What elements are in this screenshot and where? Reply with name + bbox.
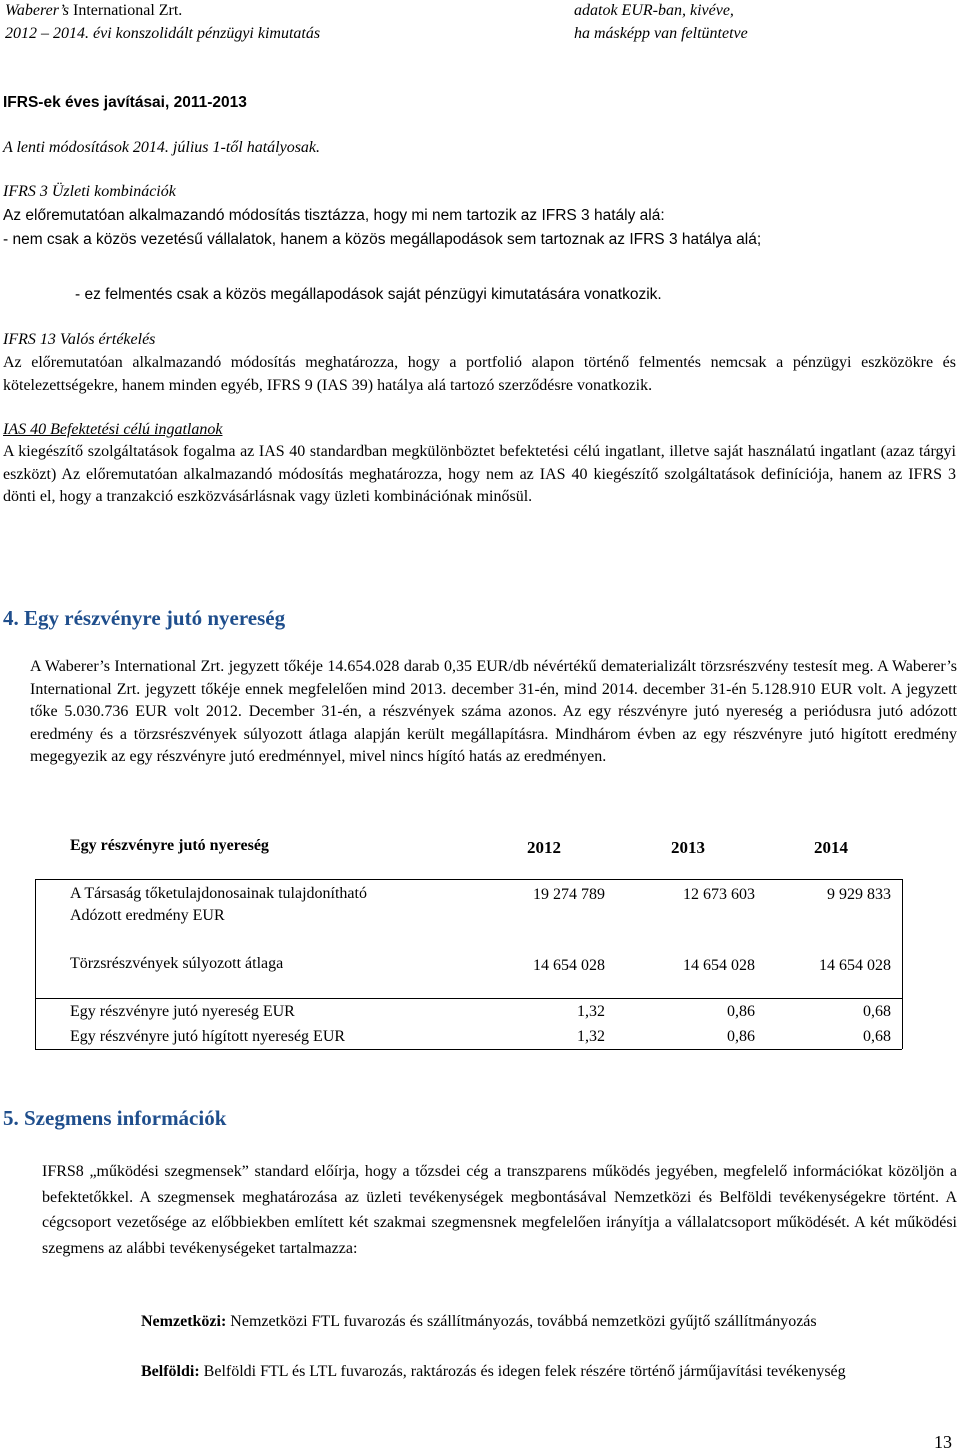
eps-table-year-2012: 2012	[527, 838, 561, 857]
ifrs13-text: Az előremutatóan alkalmazandó módosítás meghatározza, hogy a portfolió alapon történő felmentés nemcsak a pénzügyi eszközökre és kötelezettségekre, hanem minden egyéb, IFRS 9 (IAS 39) hatálya alá tartozó szerződésre vonatkozik.	[3, 354, 956, 394]
header-company-rest: International Zrt.	[73, 2, 183, 19]
ias40-text: A kiegészítő szolgáltatások fogalma az IAS 40 standardban megkülönböztet befektetési célú ingatlant, illetve saját használatú ingatlant (azaz tárgyi eszközt) Az előremutatóan alkalmazandó módosítás meghatározza, hogy nem az IAS 40 kiegészítő szolgáltatások definíciója, hanem az IFRS 3 dönti el, hogy a tranzakció eszközvásárlásnak vagy üzleti kombinációnak minősül.	[3, 443, 956, 506]
segment-section-title: 5. Szegmens információk	[3, 1106, 227, 1130]
table-row-3-2014: 0,68	[863, 1003, 891, 1020]
table-border-row2	[35, 998, 902, 999]
table-border-bottom	[35, 1049, 902, 1050]
segment-item-nemzetkozi	[141, 1310, 956, 1334]
table-row-4-label: Egy részvényre jutó hígított nyereség EUR	[70, 1028, 346, 1045]
segment-item-belfoldi-label: Belföldi:	[141, 1363, 200, 1380]
eps-table-year-2014: 2014	[814, 838, 848, 857]
ifrs3-text: Az előremutatóan alkalmazandó módosítás tisztázza, hogy mi nem tartozik az IFRS 3 hatály alá:	[3, 207, 665, 224]
improvements-intro: A lenti módosítások 2014. július 1-től hatályosak.	[3, 139, 321, 156]
table-row-1-2013: 12 673 603	[683, 886, 755, 903]
table-row-3-2012: 1,32	[577, 1003, 605, 1020]
ifrs3-bullet-1: - nem csak a közös vezetésű vállalatok, hanem a közös megállapodások sem tartoznak az IFRS 3 hatálya alá;	[3, 231, 762, 248]
table-row-1-label-line2: Adózott eredmény EUR	[70, 907, 225, 924]
segment-item-belfoldi	[141, 1360, 931, 1384]
table-row-2-label: Törzsrészvények súlyozott átlaga	[70, 955, 284, 972]
segment-item-nemzetkozi-label: Nemzetközi:	[141, 1313, 227, 1330]
eps-section-title: 4. Egy részvényre jutó nyereség	[3, 606, 286, 630]
header-company-name: Waberer’s	[5, 2, 70, 19]
table-row-2-2013: 14 654 028	[683, 957, 755, 974]
ifrs3-bullet-2: - ez felmentés csak a közös megállapodások saját pénzügyi kimutatására vonatkozik.	[75, 286, 662, 303]
header-company	[5, 0, 182, 22]
table-border-right	[902, 879, 903, 1049]
header-right-line1: adatok EUR-ban, kivéve,	[574, 2, 734, 19]
table-row-4-2012: 1,32	[577, 1028, 605, 1045]
table-row-1-label	[70, 883, 367, 927]
header-right-line2: ha másképp van feltüntetve	[574, 25, 748, 42]
ias40-heading: IAS 40 Befektetési célú ingatlanok	[3, 421, 223, 438]
table-row-2-2014: 14 654 028	[819, 957, 891, 974]
table-row-1-2012: 19 274 789	[533, 886, 605, 903]
table-row-3-2013: 0,86	[727, 1003, 755, 1020]
eps-table-year-2013: 2013	[671, 838, 705, 857]
eps-paragraph: A Waberer’s International Zrt. jegyzett tőkéje 14.654.028 darab 0,35 EUR/db névértékű dematerializált törzsrészvény testesít meg. A Waberer’s International Zrt. jegyzett tőkéje ennek megfelelően mind 2013. december 31-én, mind 2014. december 31-én 5.128.910 EUR volt. A jegyzett tőke 5.030.736 EUR volt 2012. December 31-én, a részvények száma azonos. Az egy részvényre jutó nyereség a periódusra jutó adózott eredmény és a törzsrészvények súlyozott átlaga alapján került megállapításra. Mindhárom évben az egy részvényre jutó higított eredmény megegyezik az egy részvényre jutó eredménnyel, mivel nincs hígító hatás az eredményen.	[30, 658, 957, 765]
table-border-left	[35, 879, 36, 1049]
table-row-4-2013: 0,86	[727, 1028, 755, 1045]
table-row-3-label: Egy részvényre jutó nyereség EUR	[70, 1003, 295, 1020]
table-row-1-2014: 9 929 833	[827, 886, 891, 903]
table-border-top	[35, 879, 902, 880]
header-subtitle: 2012 – 2014. évi konszolidált pénzügyi kimutatás	[5, 25, 321, 42]
segment-item-belfoldi-text: Belföldi FTL és LTL fuvarozás, raktározás és idegen felek részére történő járműjavítási tevékenység	[203, 1363, 846, 1380]
page-number: 13	[934, 1432, 952, 1452]
ifrs3-heading: IFRS 3 Üzleti kombinációk	[3, 183, 176, 200]
table-row-2-2012: 14 654 028	[533, 957, 605, 974]
table-row-1-label-line1: A Társaság tőketulajdonosainak tulajdonítható	[70, 885, 367, 902]
ifrs13-heading: IFRS 13 Valós értékelés	[3, 331, 156, 348]
segment-item-nemzetkozi-text: Nemzetközi FTL fuvarozás és szállítmányozás, továbbá nemzetközi gyűjtő szállítmányozás	[230, 1313, 817, 1330]
table-row-4-2014: 0,68	[863, 1028, 891, 1045]
eps-table-header-label: Egy részvényre jutó nyereség	[70, 837, 269, 854]
segment-paragraph: IFRS8 „működési szegmensek” standard előírja, hogy a tőzsdei cég a transzparens működés jegyében, megfelelő információkat közöljön a befektetőkkel. A szegmensek meghatározása az üzleti tevékenységek megbontásával Nemzetközi és Belföldi tevékenységekre történt. A cégcsoport vezetősége az előbbiekben említett két szakmai szegmensnek megfelelően irányítja a vállalatcsoport működését. A két működési szegmens az alábbi tevékenységeket tartalmazza:	[42, 1163, 957, 1257]
improvements-title: IFRS-ek éves javításai, 2011-2013	[3, 94, 247, 111]
